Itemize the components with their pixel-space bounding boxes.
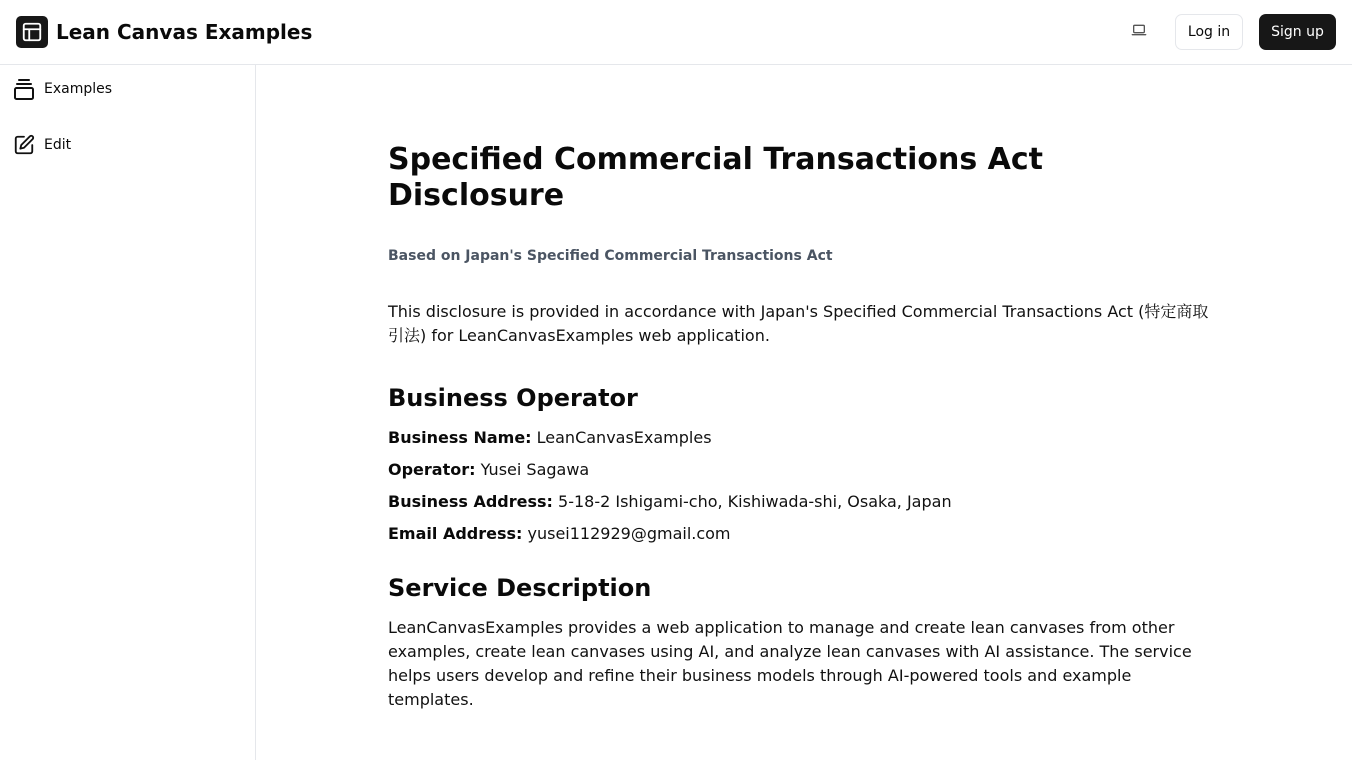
login-button[interactable]: Log in [1175,14,1243,50]
business-operator-list [388,426,1218,546]
sidebar [0,65,256,760]
section-heading-service-description: Service Description [388,574,652,602]
page-subtitle: Based on Japan's Specified Commercial Transactions Act [388,248,833,264]
service-description-paragraph: LeanCanvasExamples provides a web application to manage and create lean canvases from other examples, create lean canvases using AI, and analyze lean canvases with AI assistance. The service helps users develop and refine their business models through AI-powered tools and example templates. [388,618,1192,709]
info-label: Business Address: [388,492,553,511]
info-value: yusei112929@gmail.com [522,524,731,543]
intro-paragraph: This disclosure is provided in accordance with Japan's Specified Commercial Transactions Act (特定商取引法) for LeanCanvasExamples web application. [388,302,1209,345]
top-header [0,0,1352,65]
layout-template-icon [16,16,48,48]
sidebar-item-label: Edit [44,137,72,153]
info-label: Operator: [388,460,476,479]
info-row-email-address [388,522,1218,546]
section-heading-business-operator: Business Operator [388,384,638,412]
info-value: 5-18-2 Ishigami-cho, Kishiwada-shi, Osaka, Japan [552,492,952,511]
info-value: Yusei Sagawa [475,460,590,479]
info-row-business-name [388,426,1218,450]
theme-toggle-button[interactable] [1125,18,1153,46]
laptop-icon [1131,22,1147,42]
main-content [388,142,1218,712]
sidebar-item-edit[interactable] [12,131,244,159]
info-value: LeanCanvasExamples [531,428,712,447]
stack-icon [12,77,36,101]
page-title: Specified Commercial Transactions Act Disclosure [388,142,1044,213]
info-label: Business Name: [388,428,532,447]
edit-square-icon [12,133,36,157]
info-row-operator [388,458,1218,482]
signup-button[interactable]: Sign up [1259,14,1336,50]
info-label: Email Address: [388,524,523,543]
sidebar-item-examples[interactable] [12,75,244,103]
info-row-business-address [388,490,1218,514]
brand[interactable] [16,16,312,48]
sidebar-item-label: Examples [44,81,113,97]
app-title: Lean Canvas Examples [56,20,313,44]
